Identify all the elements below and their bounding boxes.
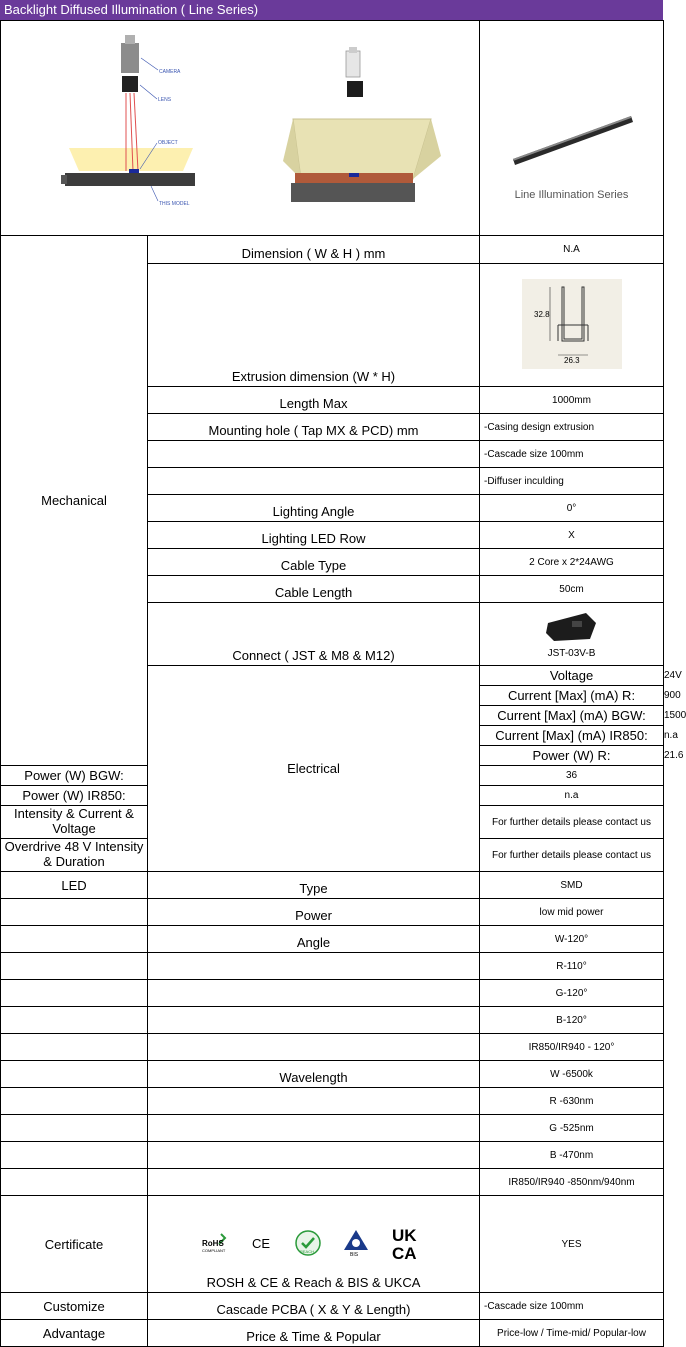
advantage-label: Price & Time & Popular: [148, 1320, 480, 1347]
svg-text:CA: CA: [391, 1244, 417, 1263]
led-wavelength-value-0: W -6500k: [480, 1061, 664, 1088]
product-caption: Line Illumination Series: [514, 188, 629, 201]
led-angle-value-1: R-110°: [480, 953, 664, 980]
led-angle-label: Angle: [148, 926, 480, 953]
length-label: Length Max: [148, 387, 480, 414]
product-image-cell: [480, 21, 664, 236]
advantage-value: Price-low / Time-mid/ Popular-low: [480, 1320, 664, 1347]
led-angle-value-3: B-120°: [480, 1007, 664, 1034]
extrusion-width: 26.3: [563, 355, 580, 365]
light-bar-icon: [65, 173, 195, 186]
certificate-label: ROSH & CE & Reach & BIS & UKCA: [206, 1275, 421, 1290]
mounting-value: -Casing design extrusion: [480, 414, 664, 441]
electrical-value-5: 36: [480, 766, 664, 786]
bis-icon: [343, 1229, 369, 1257]
electrical-label-1: Current [Max] (mA) R:: [480, 686, 664, 706]
led-type-label: Type: [148, 872, 480, 899]
connect-label: Connect ( JST & M8 & M12): [148, 603, 480, 666]
svg-text:COMPLIANT: COMPLIANT: [201, 1248, 225, 1253]
electrical-label-0: Voltage: [480, 666, 664, 686]
section-led: LED: [1, 872, 148, 899]
section-certificate: Certificate: [1, 1196, 148, 1293]
rohs-icon: [201, 1232, 229, 1254]
led-angle-value-0: W-120°: [480, 926, 664, 953]
mounting-label: Mounting hole ( Tap MX & PCD) mm: [148, 414, 480, 441]
angle-value: 0°: [480, 495, 664, 522]
certificate-value: YES: [480, 1196, 664, 1293]
cascade-value: -Cascade size 100mm: [480, 441, 664, 468]
electrical-label-3: Current [Max] (mA) IR850:: [480, 726, 664, 746]
ce-icon: [251, 1233, 273, 1253]
object-label: OBJECT: [158, 140, 178, 146]
electrical-value-8: For further details please contact us: [480, 839, 664, 872]
electrical-label-4: Power (W) R:: [480, 746, 664, 766]
led-angle-value-2: G-120°: [480, 980, 664, 1007]
led-row-value: X: [480, 522, 664, 549]
electrical-label-5: Power (W) BGW:: [1, 766, 148, 786]
led-angle-value-4: IR850/IR940 - 120°: [480, 1034, 664, 1061]
led-wavelength-value-2: G -525nm: [480, 1115, 664, 1142]
dimension-value: N.A: [480, 236, 664, 264]
customize-value: -Cascade size 100mm: [480, 1293, 664, 1320]
cable-type-value: 2 Core x 2*24AWG: [480, 549, 664, 576]
cable-length-label: Cable Length: [148, 576, 480, 603]
led-wavelength-value-1: R -630nm: [480, 1088, 664, 1115]
led-row-label: Lighting LED Row: [148, 522, 480, 549]
cable-length-value: 50cm: [480, 576, 664, 603]
product-bar-icon: [497, 56, 647, 186]
led-power-label: Power: [148, 899, 480, 926]
electrical-label-2: Current [Max] (mA) BGW:: [480, 706, 664, 726]
dimension-label: Dimension ( W & H ) mm: [148, 236, 480, 264]
led-power-value: low mid power: [480, 899, 664, 926]
extrusion-height: 32.8: [533, 309, 550, 319]
svg-text:RoHS: RoHS: [201, 1239, 224, 1248]
section-advantage: Advantage: [1, 1320, 148, 1347]
svg-text:CE: CE: [251, 1236, 270, 1251]
led-type-value: SMD: [480, 872, 664, 899]
svg-text:BIS: BIS: [349, 1252, 358, 1258]
camera-label: CAMERA: [159, 69, 181, 75]
cable-type-label: Cable Type: [148, 549, 480, 576]
svg-text:REACH: REACH: [299, 1249, 314, 1254]
ukca-icon: [391, 1225, 427, 1261]
electrical-value-6: n.a: [480, 786, 664, 806]
connect-value: JST-03V-B: [547, 648, 596, 659]
length-value: 1000mm: [480, 387, 664, 414]
svg-text:UK: UK: [391, 1226, 417, 1245]
section-mechanical: Mechanical: [1, 236, 148, 766]
connect-cell: [480, 603, 664, 666]
diagram-cell: [1, 21, 480, 236]
section-electrical: Electrical: [148, 666, 480, 872]
lens-label: LENS: [158, 97, 172, 103]
section-customize: Customize: [1, 1293, 148, 1320]
angle-label: Lighting Angle: [148, 495, 480, 522]
electrical-label-8: Overdrive 48 V Intensity & Duration: [1, 839, 148, 872]
electrical-value-7: For further details please contact us: [480, 806, 664, 839]
camera-icon: [121, 43, 139, 73]
spec-table: CAMERA LENS OBJECT THIS MODEL Line Illumination Series Mechanical Dimension ( W & H ) mm N.A Extrusion dimension (W * H) 32.8 26.3 Length Max 1000mm Mounting hole ( Tap MX & PCD) mm -Casing design extrusion -Cascade size 100mm -Diffuser inculding Lighting Angle 0° Lighting LED Row X Cable Type 2 Core x 2*24AWG Cable Length 50cm Connect ( JST & M8 & M12) JST-03V-B Electrical Voltage 24V Current [Max] (mA) R: 900 Current [Max] (mA) BGW: 1500 Current [Max] (mA) IR850: n.a Power (W) R: 21.6 Power (W) BGW: 36 Power (W) IR850: n.a Intensity & Current & Voltage For further details please contact us Overdrive 48 V Intensity & Duration For further details please contact us LED Type SMD Power low mid power Angle W-120° R-110° G-120° B-120° IR850/IR940 - 120° Wavelength W -6500k R -630nm G -525nm B -470nm IR850/IR940 -850nm/940nm Certificate RoHS COMPLIANT CE REACH BIS UK CA ROSH & CE & Reach & BIS & UKCA YES Customize Cascade PCBA ( X & Y & Length) -Cascade size 100mm Advantage Price & Time & Popular Price-low / Time-mid/ Popular-low: [0, 20, 664, 1347]
extrusion-label: Extrusion dimension (W * H): [148, 264, 480, 387]
page-title: Backlight Diffused Illumination ( Line Series): [0, 0, 663, 20]
led-wavelength-value-3: B -470nm: [480, 1142, 664, 1169]
electrical-label-7: Intensity & Current & Voltage: [1, 806, 148, 839]
electrical-label-6: Power (W) IR850:: [1, 786, 148, 806]
connector-icon: [542, 609, 602, 645]
extrusion-drawing-cell: [480, 264, 664, 387]
setup-diagram: [1, 21, 479, 232]
this-model-label: THIS MODEL: [159, 201, 190, 207]
lens-icon: [122, 76, 138, 92]
reach-icon: [295, 1230, 321, 1256]
led-wavelength-label: Wavelength: [148, 1061, 480, 1088]
certificate-cell: [148, 1196, 480, 1293]
customize-label: Cascade PCBA ( X & Y & Length): [148, 1293, 480, 1320]
extrusion-drawing: [522, 279, 622, 369]
led-wavelength-value-4: IR850/IR940 -850nm/940nm: [480, 1169, 664, 1196]
diffuser-value: -Diffuser inculding: [480, 468, 664, 495]
